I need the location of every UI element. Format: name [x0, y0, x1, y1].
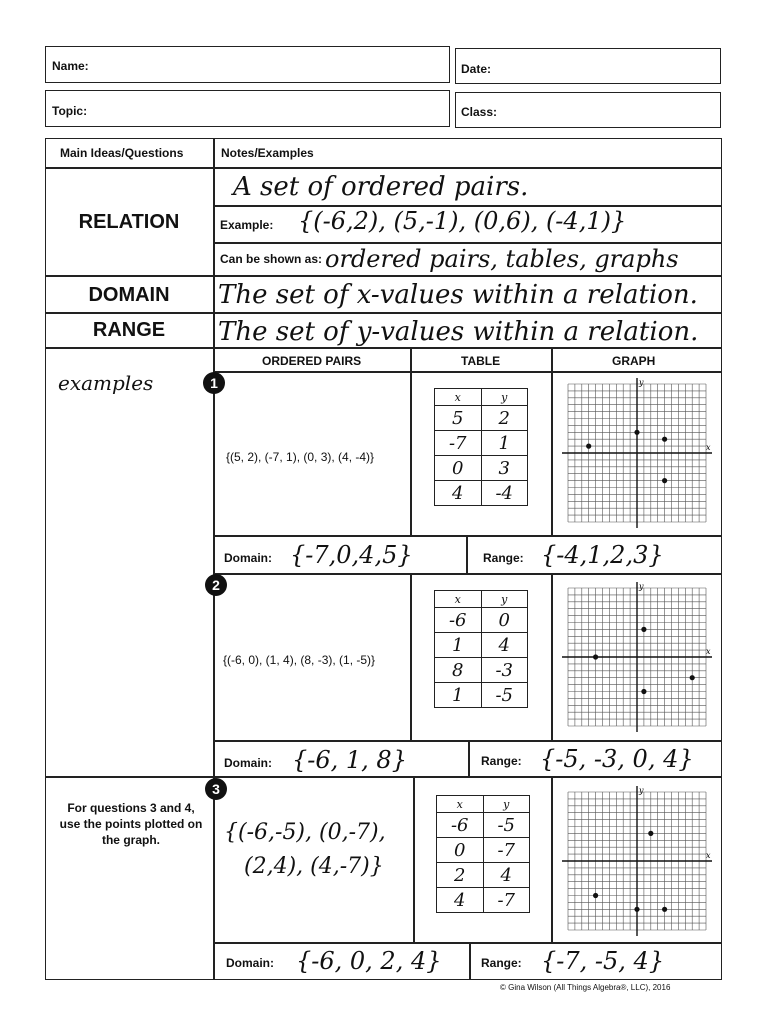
range-definition: The set of y-values within a relation.: [218, 317, 699, 347]
example-1-domain-value: {-7,0,4,5}: [290, 541, 413, 569]
graph-header: GRAPH: [612, 354, 656, 368]
column-divider: [466, 535, 468, 573]
plotted-point: [586, 444, 591, 449]
example-1-table: [434, 388, 528, 506]
column-divider: [551, 347, 553, 535]
y-header: y: [481, 389, 528, 406]
table-cell: -7: [435, 431, 482, 456]
table-cell: 0: [435, 456, 482, 481]
y-axis-label: y: [639, 582, 644, 591]
table-cell: -4: [481, 481, 528, 506]
table-cell: -5: [481, 683, 528, 708]
x-axis-label: x: [706, 647, 711, 656]
table-cell: 2: [437, 863, 484, 888]
main-ideas-header: Main Ideas/Questions: [60, 146, 184, 160]
table-cell: -6: [437, 813, 484, 838]
column-divider: [410, 573, 412, 740]
table-cell: -5: [483, 813, 530, 838]
plotted-point: [593, 893, 598, 898]
plotted-point: [690, 675, 695, 680]
table-cell: 1: [481, 431, 528, 456]
plotted-point: [634, 907, 639, 912]
y-header: y: [483, 796, 530, 813]
plotted-point: [662, 907, 667, 912]
example-2-graph: [562, 582, 712, 732]
row-line: [45, 275, 722, 277]
plotted-point: [662, 437, 667, 442]
table-cell: 1: [435, 683, 482, 708]
table-cell: 5: [435, 406, 482, 431]
table-cell: 4: [435, 481, 482, 506]
row-line: [213, 535, 722, 537]
y-axis-label: y: [639, 786, 644, 795]
example-1-range-value: {-4,1,2,3}: [541, 541, 664, 569]
example-3-domain-value: {-6, 0, 2, 4}: [296, 947, 442, 975]
table-cell: -3: [481, 658, 528, 683]
example-1-number: 1: [203, 372, 225, 394]
table-cell: 3: [481, 456, 528, 481]
example-3-range-label: Range:: [481, 956, 522, 970]
example-2-pairs: {(-6, 0), (1, 4), (8, -3), (1, -5)}: [223, 653, 376, 667]
column-divider: [410, 347, 412, 535]
example-1-domain-label: Domain:: [224, 551, 272, 565]
example-3-pairs-line-2: (2,4), (4,-7)}: [244, 854, 384, 879]
table-header: TABLE: [461, 354, 501, 368]
relation-heading: RELATION: [78, 211, 180, 233]
y-header: y: [481, 591, 528, 608]
shown-as-value: ordered pairs, tables, graphs: [325, 245, 679, 273]
x-header: x: [435, 389, 482, 406]
date-field[interactable]: [455, 48, 721, 84]
row-line: [45, 776, 722, 778]
x-axis-label: x: [706, 443, 711, 452]
table-cell: -6: [435, 608, 482, 633]
row-line: [45, 347, 722, 349]
example-2-domain-value: {-6, 1, 8}: [292, 746, 407, 774]
column-divider: [551, 776, 553, 942]
example-1-pairs: {(5, 2), (-7, 1), (0, 3), (4, -4)}: [226, 450, 375, 464]
class-label: Class:: [461, 105, 498, 119]
column-divider: [469, 942, 471, 980]
row-line: [45, 312, 722, 314]
plotted-point: [648, 831, 653, 836]
example-label: Example:: [220, 218, 274, 232]
topic-label: Topic:: [52, 104, 88, 118]
name-label: Name:: [52, 59, 89, 73]
table-cell: 4: [437, 888, 484, 913]
plotted-point: [662, 478, 667, 483]
example-3-pairs-line-1: {(-6,-5), (0,-7),: [224, 820, 386, 845]
table-cell: 8: [435, 658, 482, 683]
example-3-domain-label: Domain:: [226, 956, 274, 970]
domain-definition: The set of x-values within a relation.: [218, 280, 698, 310]
table-cell: 0: [481, 608, 528, 633]
example-3-number: 3: [205, 778, 227, 800]
column-divider: [551, 573, 553, 740]
example-2-number: 2: [205, 574, 227, 596]
plotted-point: [641, 689, 646, 694]
x-axis-label: x: [706, 851, 711, 860]
example-2-range-label: Range:: [481, 754, 522, 768]
example-3-table: [436, 795, 530, 913]
example-1-range-label: Range:: [483, 551, 524, 565]
row-line: [45, 167, 722, 169]
table-cell: 4: [483, 863, 530, 888]
table-cell: -7: [483, 838, 530, 863]
range-heading: RANGE: [92, 319, 166, 341]
y-axis-label: y: [639, 378, 644, 387]
x-header: x: [435, 591, 482, 608]
date-label: Date:: [461, 62, 492, 76]
column-divider: [213, 138, 215, 980]
example-2-table: [434, 590, 528, 708]
topic-field[interactable]: [45, 90, 450, 127]
table-cell: -7: [483, 888, 530, 913]
x-header: x: [437, 796, 484, 813]
copyright: © Gina Wilson (All Things Algebra®, LLC), 2016: [500, 983, 671, 992]
table-cell: 4: [481, 633, 528, 658]
name-field[interactable]: [45, 46, 450, 83]
example-3-range-value: {-7, -5, 4}: [541, 947, 665, 975]
row-line: [213, 573, 722, 575]
table-cell: 1: [435, 633, 482, 658]
relation-example: {(-6,2), (5,-1), (0,6), (-4,1)}: [298, 207, 627, 235]
example-3-graph: [562, 786, 712, 936]
notes-header: Notes/Examples: [221, 146, 314, 160]
shown-as-label: Can be shown as:: [220, 252, 323, 266]
example-3-instructions: For questions 3 and 4, use the points plotted on the graph.: [59, 801, 203, 847]
example-2-domain-label: Domain:: [224, 756, 272, 770]
plotted-point: [641, 627, 646, 632]
plotted-point: [634, 430, 639, 435]
row-line: [213, 371, 722, 373]
row-line: [213, 242, 722, 244]
column-divider: [413, 776, 415, 942]
example-2-range-value: {-5, -3, 0, 4}: [540, 745, 694, 773]
column-divider: [468, 740, 470, 776]
table-cell: 2: [481, 406, 528, 431]
table-cell: 0: [437, 838, 484, 863]
relation-definition: A set of ordered pairs.: [233, 172, 529, 202]
example-1-graph: [562, 378, 712, 528]
examples-label: examples: [58, 371, 154, 395]
domain-heading: DOMAIN: [88, 284, 170, 306]
row-line: [213, 942, 722, 944]
plotted-point: [593, 654, 598, 659]
ordered-pairs-header: ORDERED PAIRS: [262, 354, 362, 368]
